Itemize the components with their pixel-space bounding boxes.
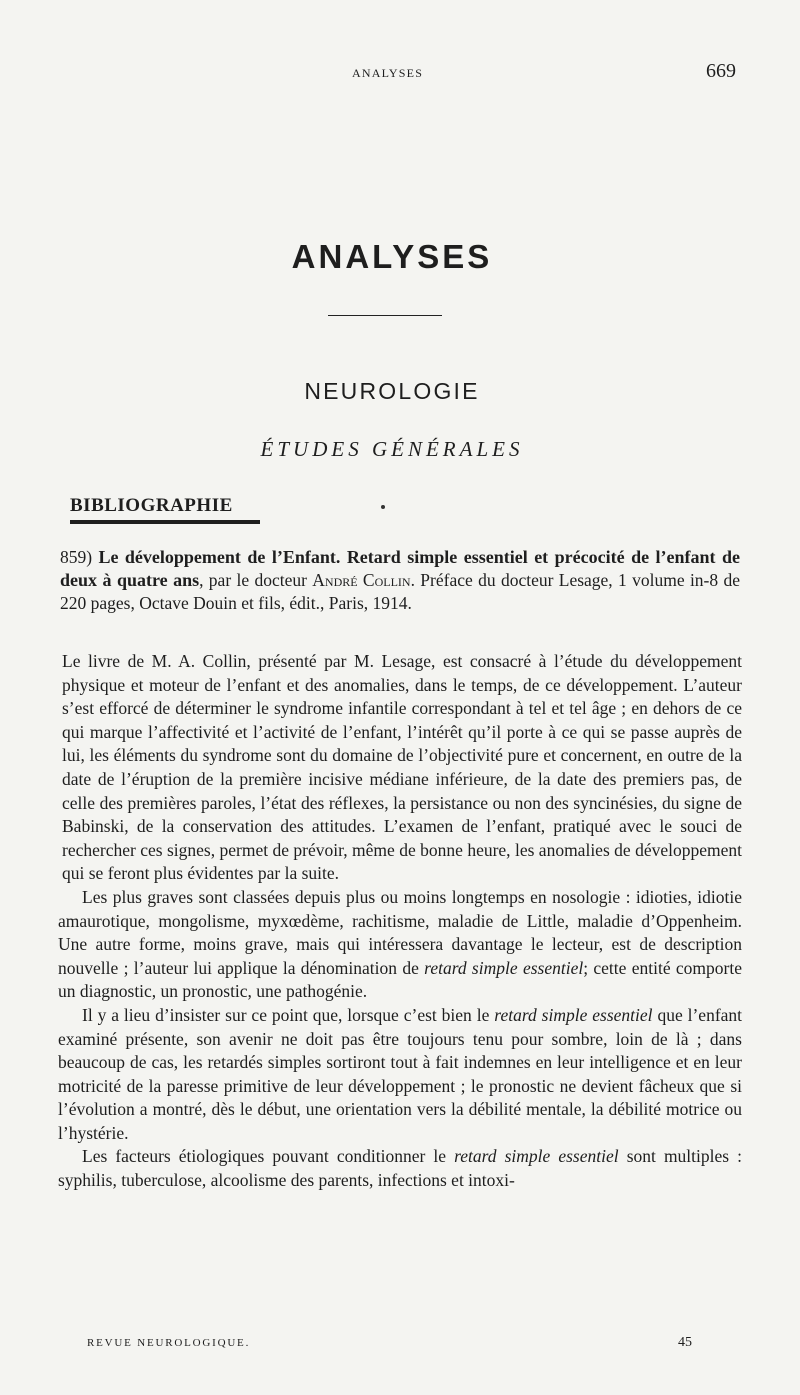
print-speck	[381, 505, 385, 509]
title-divider	[328, 315, 442, 316]
paragraph-3	[58, 1004, 742, 1146]
section-title: NEUROLOGIE	[304, 378, 480, 404]
entry-by: , par le docteur	[199, 570, 307, 590]
subsection-title: ÉTUDES GÉNÉRALES	[260, 437, 524, 461]
paragraph-3-term: retard simple essentiel	[494, 1004, 653, 1025]
page-number: 669	[706, 60, 736, 82]
paragraph-4-text: Les facteurs étiologiques pouvant conditionner le	[82, 1146, 446, 1167]
running-title: ANALYSES	[352, 66, 424, 80]
running-header	[0, 60, 780, 88]
entry-number: 859)	[60, 547, 93, 567]
review-body	[58, 650, 742, 1193]
paragraph-4	[58, 1145, 742, 1192]
journal-footer: REVUE NEUROLOGIQUE.	[87, 1337, 251, 1349]
paragraph-4-term: retard simple essentiel	[454, 1146, 619, 1167]
bibliography-underline	[70, 520, 260, 524]
paragraph-2-term: retard simple essentiel	[424, 957, 584, 978]
bibliography-heading: BIBLIOGRAPHIE	[70, 495, 233, 516]
paragraph-3-rest: que l’enfant examiné présente, son avenir ne doit pas être toujours tenu pour sombre, loin de là ; dans beaucoup de cas, les retardés simples sortiront tout à fait indemnes en leur intelligence et en leur motricité de la paresse primitive de leur développement ; le pronostic ne devient fâcheux que si l’évolution a montré, dès le début, une orientation vers la débilité mentale, la débilité motrice ou l’hystérie.	[58, 1004, 743, 1143]
paragraph-2-text: Les plus graves sont classées depuis plus ou moins longtemps en nosologie : idioties, idiotie amaurotique, mongolisme, myxœdème, rachitisme, maladie de Little, maladie d’Oppenheim. Une autre forme, moins grave, mais qui intéressera davantage le lecteur, est de description nouvelle ; l’auteur lui applique la dénomination de	[58, 886, 742, 978]
paragraph-4-rest: sont multiples : syphilis, tuberculose, alcoolisme des parents, infections et intoxi-	[58, 1146, 743, 1191]
entry-author: André Collin	[312, 570, 411, 590]
entry-title: Le développement de l’Enfant. Retard simple essentiel et précocité de l’enfant de deux à quatre ans	[60, 547, 741, 590]
bibliography-entry	[60, 546, 740, 615]
entry-details: . Préface du docteur Lesage, 1 volume in-8 de 220 pages, Octave Douin et fils, édit., Paris, 1914.	[60, 570, 740, 613]
paragraph-2	[58, 886, 742, 1004]
paragraph-1: Le livre de M. A. Collin, présenté par M. Lesage, est consacré à l’étude du développement physique et moteur de l’enfant et des anomalies, dans le temps, de ce développement. L’auteur s’est efforcé de déterminer le syndrome infantile correspondant à tel et tel âge ; en dehors de ce qui marque l’affectivité et l’activité de l’enfant, l’intérêt qu’il porte à ce qui se passe auprès de lui, les éléments du syndrome sont du domaine de l’objectivité pure et concernent, en outre de la date de l’éruption de la première incisive médiane inférieure, de la date des premiers pas, de celle des premières paroles, l’état des réflexes, la persistance ou non des syncinésies, du signe de Babinski, de la conservation des attitudes. L’examen de l’enfant, pratiqué avec le souci de rechercher ces signes, permet de prévoir, même de bonne heure, les anomalies de développement qui se feront plus évidentes par la suite.	[62, 651, 742, 884]
page-title: ANALYSES	[291, 238, 493, 275]
signature-number: 45	[678, 1335, 692, 1350]
paragraph-2-rest: ; cette entité comporte un diagnostic, un pronostic, une pathogénie.	[58, 957, 742, 1002]
paragraph-3-text: Il y a lieu d’insister sur ce point que, lorsque c’est bien le	[82, 1004, 490, 1025]
